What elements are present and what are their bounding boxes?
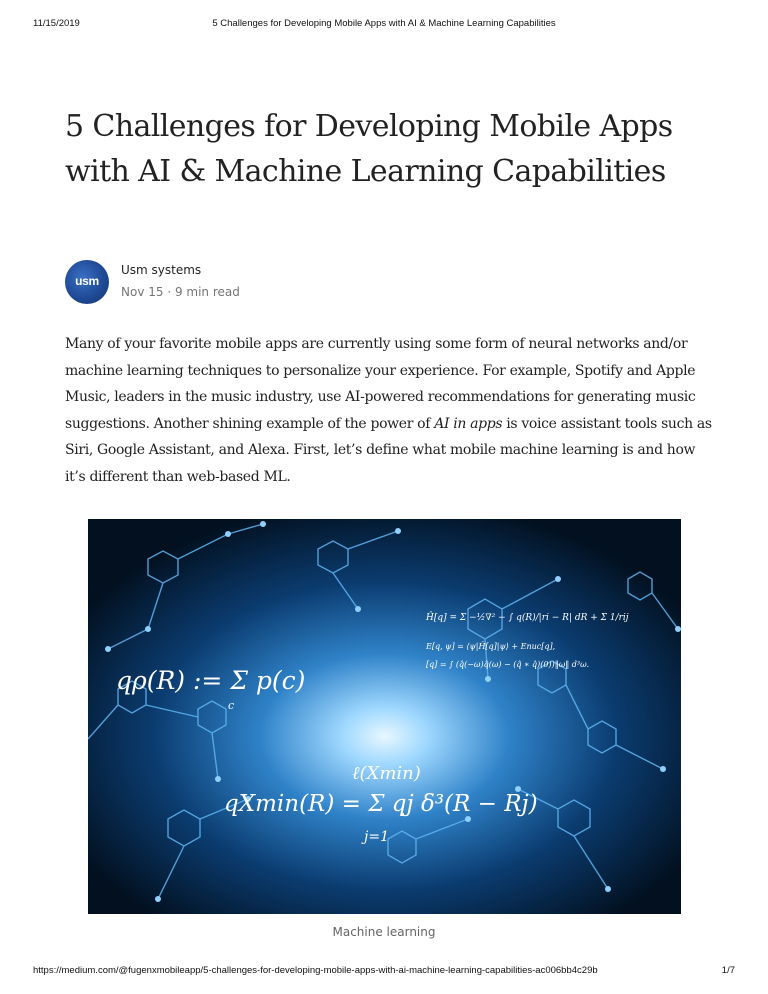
avatar[interactable] <box>65 260 109 304</box>
post-meta: Nov 15 · 9 min read <box>121 285 240 299</box>
ai-in-apps-link[interactable]: AI in apps <box>434 415 503 432</box>
formula-top-right: Ĥ[q] = Σ −½∇² − ∫ q(R)/|ri − R| dR + Σ 1/rij <box>426 613 629 623</box>
print-url: https://medium.com/@fugenxmobileapp/5-challenges-for-developing-mobile-apps-with-ai-machine-learning-capabilities-ac006bb4c29b <box>33 965 598 976</box>
print-date: 11/15/2019 <box>33 18 80 29</box>
paragraph-text-start: Many of your favorite mobile apps are currently using some form of neural networks and/or machine learning techniques to personalize your experience. For example, Spotify and Apple Music, leaders in the music industry, use AI-powered recommendations for generating music suggestions. Another shining example of the power of <box>65 336 696 432</box>
print-header <box>0 18 768 32</box>
article-title: 5 Challenges for Developing Mobile Apps with AI & Machine Learning Capabilities <box>65 109 673 189</box>
hero-background <box>88 519 681 914</box>
formula-mid-right: E[q, ψ] = ⟨ψ|Ĥ[q]|ψ⟩ + Enuc[q], <box>426 642 556 651</box>
formula-center: qXmin(R) = Σ qj δ³(R − Rj) <box>224 791 538 817</box>
print-page-number: 1/7 <box>721 965 735 976</box>
intro-paragraph <box>65 331 715 490</box>
print-document-title: 5 Challenges for Developing Mobile Apps with AI & Machine Learning Capabilities <box>212 18 556 29</box>
hero-illustration <box>88 519 681 914</box>
byline <box>65 258 465 306</box>
author-name[interactable]: Usm systems <box>121 263 202 277</box>
print-footer <box>0 965 768 979</box>
formula-center-top: ℓ(Xmin) <box>352 763 421 784</box>
hero-image <box>88 519 681 914</box>
avatar-logo-text: usm <box>75 274 99 288</box>
image-caption: Machine learning <box>332 925 436 939</box>
formula-left: qρ(R) := Σ p(c) <box>116 666 306 695</box>
formula-left-sub: c <box>228 699 235 712</box>
paragraph-text-end: is voice assistant tools such as Siri, Google Assistant, and Alexa. First, let’s define what mobile machine learning is and how it’s different than web-based ML. <box>65 415 712 485</box>
formula-center-bottom: j=1 <box>364 829 389 845</box>
formula-low-right: [q] = ∫ (q̂(−ω)q̂(ω) − (q̂ ∗ q̂)(0))‖ω‖ d³ω. <box>426 660 590 669</box>
